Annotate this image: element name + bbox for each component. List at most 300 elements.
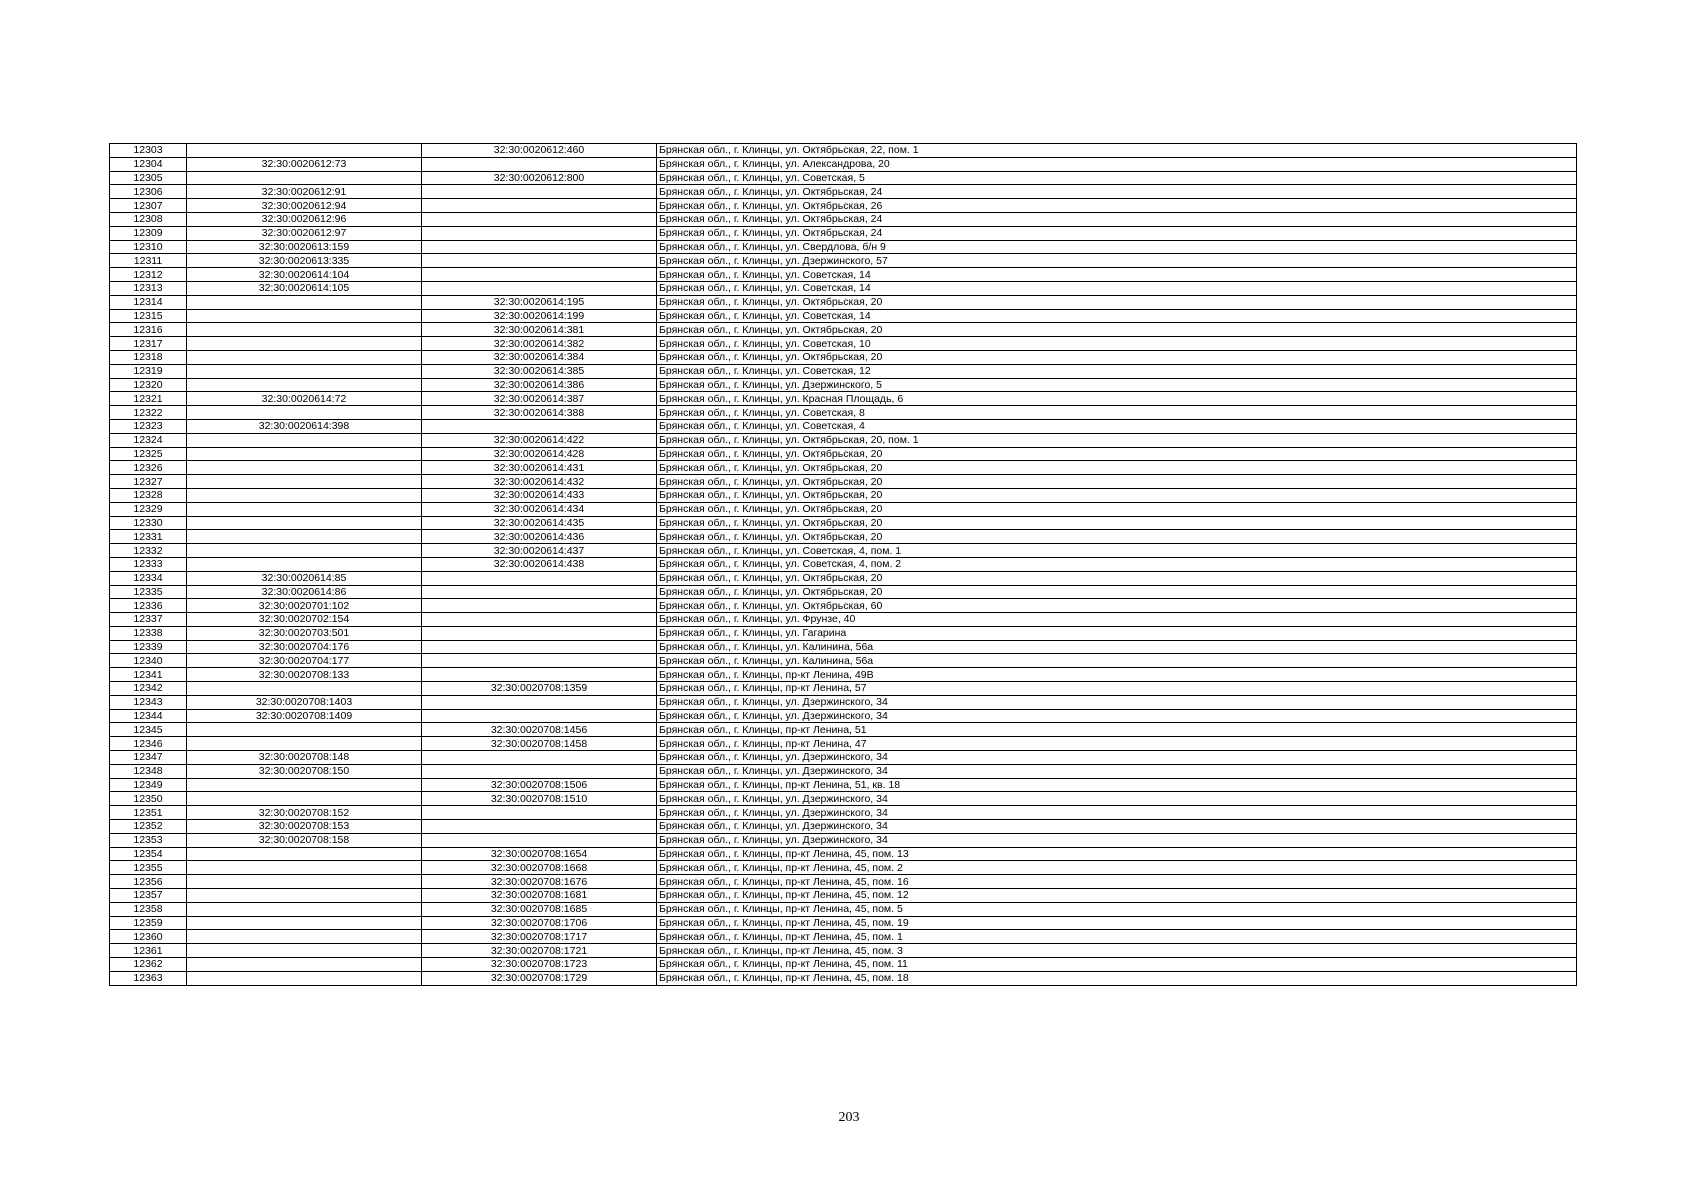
cadastral-number-cell (187, 875, 422, 889)
cadastral-number-cell: 32:30:0020708:148 (187, 751, 422, 765)
cadastral-number-cell (187, 778, 422, 792)
row-number-cell: 12303 (110, 144, 187, 158)
row-number-cell: 12306 (110, 185, 187, 199)
table-row (110, 640, 1577, 654)
premises-cadastral-number-cell (422, 764, 657, 778)
premises-cadastral-number-cell (422, 709, 657, 723)
cadastral-number-cell (187, 447, 422, 461)
address-cell: Брянская обл., г. Клинцы, ул. Дзержинского, 34 (657, 806, 1577, 820)
address-cell: Брянская обл., г. Клинцы, ул. Советская, 10 (657, 337, 1577, 351)
table-row (110, 916, 1577, 930)
address-cell: Брянская обл., г. Клинцы, ул. Октябрьская, 24 (657, 185, 1577, 199)
row-number-cell: 12316 (110, 323, 187, 337)
address-cell: Брянская обл., г. Клинцы, ул. Советская, 14 (657, 268, 1577, 282)
row-number-cell: 12309 (110, 226, 187, 240)
table-row (110, 958, 1577, 972)
table-row (110, 240, 1577, 254)
table-row (110, 516, 1577, 530)
table-row (110, 364, 1577, 378)
premises-cadastral-number-cell: 32:30:0020612:460 (422, 144, 657, 158)
cadastral-number-cell (187, 889, 422, 903)
premises-cadastral-number-cell: 32:30:0020614:437 (422, 544, 657, 558)
premises-cadastral-number-cell (422, 212, 657, 226)
address-cell: Брянская обл., г. Клинцы, ул. Октябрьская, 60 (657, 599, 1577, 613)
address-cell: Брянская обл., г. Клинцы, ул. Октябрьская, 26 (657, 199, 1577, 213)
cadastral-number-cell (187, 792, 422, 806)
cadastral-number-cell (187, 723, 422, 737)
address-cell: Брянская обл., г. Клинцы, ул. Октябрьская, 20 (657, 475, 1577, 489)
row-number-cell: 12353 (110, 833, 187, 847)
table-row (110, 530, 1577, 544)
premises-cadastral-number-cell: 32:30:0020614:433 (422, 488, 657, 502)
address-cell: Брянская обл., г. Клинцы, ул. Дзержинского, 34 (657, 764, 1577, 778)
table-row (110, 419, 1577, 433)
table-row (110, 723, 1577, 737)
premises-cadastral-number-cell (422, 820, 657, 834)
cadastral-number-cell (187, 323, 422, 337)
address-cell: Брянская обл., г. Клинцы, ул. Октябрьская, 20, пом. 1 (657, 433, 1577, 447)
table-row (110, 585, 1577, 599)
cadastral-number-cell (187, 406, 422, 420)
address-cell: Брянская обл., г. Клинцы, пр-кт Ленина, 45, пом. 16 (657, 875, 1577, 889)
premises-cadastral-number-cell: 32:30:0020614:388 (422, 406, 657, 420)
row-number-cell: 12323 (110, 419, 187, 433)
row-number-cell: 12352 (110, 820, 187, 834)
address-cell: Брянская обл., г. Клинцы, ул. Октябрьская, 20 (657, 447, 1577, 461)
cadastral-number-cell: 32:30:0020708:158 (187, 833, 422, 847)
address-cell: Брянская обл., г. Клинцы, пр-кт Ленина, 49В (657, 668, 1577, 682)
row-number-cell: 12336 (110, 599, 187, 613)
table-row (110, 792, 1577, 806)
premises-cadastral-number-cell: 32:30:0020708:1729 (422, 971, 657, 985)
premises-cadastral-number-cell (422, 806, 657, 820)
table-row (110, 944, 1577, 958)
row-number-cell: 12308 (110, 212, 187, 226)
premises-cadastral-number-cell: 32:30:0020614:199 (422, 309, 657, 323)
cadastral-number-cell: 32:30:0020614:398 (187, 419, 422, 433)
page-number: 203 (838, 1110, 860, 1125)
cadastral-number-cell (187, 171, 422, 185)
table-row (110, 295, 1577, 309)
cadastral-number-cell (187, 309, 422, 323)
table-row (110, 433, 1577, 447)
table-row (110, 654, 1577, 668)
cadastral-number-cell: 32:30:0020614:72 (187, 392, 422, 406)
premises-cadastral-number-cell (422, 626, 657, 640)
premises-cadastral-number-cell: 32:30:0020614:431 (422, 461, 657, 475)
table-row (110, 475, 1577, 489)
cadastral-number-cell (187, 902, 422, 916)
row-number-cell: 12304 (110, 157, 187, 171)
address-cell: Брянская обл., г. Клинцы, пр-кт Ленина, 45, пом. 18 (657, 971, 1577, 985)
cadastral-number-cell: 32:30:0020701:102 (187, 599, 422, 613)
address-cell: Брянская обл., г. Клинцы, пр-кт Ленина, 51, кв. 18 (657, 778, 1577, 792)
premises-cadastral-number-cell: 32:30:0020614:435 (422, 516, 657, 530)
table-row (110, 806, 1577, 820)
address-cell: Брянская обл., г. Клинцы, ул. Дзержинского, 34 (657, 751, 1577, 765)
premises-cadastral-number-cell: 32:30:0020614:422 (422, 433, 657, 447)
row-number-cell: 12339 (110, 640, 187, 654)
row-number-cell: 12349 (110, 778, 187, 792)
cadastral-number-cell: 32:30:0020708:1403 (187, 695, 422, 709)
table-row (110, 185, 1577, 199)
address-cell: Брянская обл., г. Клинцы, ул. Октябрьская, 20 (657, 502, 1577, 516)
row-number-cell: 12331 (110, 530, 187, 544)
table-row (110, 199, 1577, 213)
premises-cadastral-number-cell: 32:30:0020708:1458 (422, 737, 657, 751)
address-cell: Брянская обл., г. Клинцы, ул. Дзержинского, 57 (657, 254, 1577, 268)
row-number-cell: 12335 (110, 585, 187, 599)
table-row (110, 557, 1577, 571)
table-row (110, 847, 1577, 861)
cadastral-number-cell: 32:30:0020612:94 (187, 199, 422, 213)
address-cell: Брянская обл., г. Клинцы, ул. Советская, 14 (657, 281, 1577, 295)
address-cell: Брянская обл., г. Клинцы, пр-кт Ленина, 45, пом. 13 (657, 847, 1577, 861)
premises-cadastral-number-cell: 32:30:0020708:1676 (422, 875, 657, 889)
premises-cadastral-number-cell (422, 751, 657, 765)
address-cell: Брянская обл., г. Клинцы, ул. Советская, 8 (657, 406, 1577, 420)
cadastral-number-cell: 32:30:0020708:133 (187, 668, 422, 682)
row-number-cell: 12362 (110, 958, 187, 972)
cadastral-number-cell: 32:30:0020612:96 (187, 212, 422, 226)
row-number-cell: 12343 (110, 695, 187, 709)
cadastral-number-cell (187, 516, 422, 530)
cadastral-number-cell (187, 530, 422, 544)
row-number-cell: 12312 (110, 268, 187, 282)
address-cell: Брянская обл., г. Клинцы, пр-кт Ленина, 45, пом. 19 (657, 916, 1577, 930)
table-row (110, 889, 1577, 903)
cadastral-number-cell: 32:30:0020612:97 (187, 226, 422, 240)
row-number-cell: 12317 (110, 337, 187, 351)
premises-cadastral-number-cell (422, 254, 657, 268)
row-number-cell: 12357 (110, 889, 187, 903)
row-number-cell: 12355 (110, 861, 187, 875)
table-row (110, 751, 1577, 765)
row-number-cell: 12321 (110, 392, 187, 406)
row-number-cell: 12305 (110, 171, 187, 185)
premises-cadastral-number-cell (422, 599, 657, 613)
cadastral-number-cell (187, 144, 422, 158)
cadastral-number-cell: 32:30:0020614:85 (187, 571, 422, 585)
premises-cadastral-number-cell (422, 240, 657, 254)
row-number-cell: 12350 (110, 792, 187, 806)
row-number-cell: 12345 (110, 723, 187, 737)
cadastral-number-cell: 32:30:0020613:159 (187, 240, 422, 254)
table-row (110, 226, 1577, 240)
address-cell: Брянская обл., г. Клинцы, ул. Дзержинского, 5 (657, 378, 1577, 392)
cadastral-number-cell (187, 350, 422, 364)
table-row (110, 544, 1577, 558)
cadastral-number-cell (187, 737, 422, 751)
premises-cadastral-number-cell: 32:30:0020614:434 (422, 502, 657, 516)
row-number-cell: 12314 (110, 295, 187, 309)
premises-cadastral-number-cell: 32:30:0020614:384 (422, 350, 657, 364)
table-row (110, 861, 1577, 875)
premises-cadastral-number-cell: 32:30:0020612:800 (422, 171, 657, 185)
cadastral-number-cell: 32:30:0020702:154 (187, 613, 422, 627)
cadastral-number-cell (187, 682, 422, 696)
row-number-cell: 12358 (110, 902, 187, 916)
premises-cadastral-number-cell: 32:30:0020708:1668 (422, 861, 657, 875)
cadastral-number-cell: 32:30:0020704:177 (187, 654, 422, 668)
table-row (110, 350, 1577, 364)
table-row (110, 668, 1577, 682)
row-number-cell: 12346 (110, 737, 187, 751)
row-number-cell: 12328 (110, 488, 187, 502)
address-cell: Брянская обл., г. Клинцы, ул. Октябрьская, 22, пом. 1 (657, 144, 1577, 158)
row-number-cell: 12307 (110, 199, 187, 213)
table-row (110, 875, 1577, 889)
address-cell: Брянская обл., г. Клинцы, пр-кт Ленина, 47 (657, 737, 1577, 751)
address-cell: Брянская обл., г. Клинцы, ул. Советская, 4, пом. 1 (657, 544, 1577, 558)
premises-cadastral-number-cell: 32:30:0020708:1681 (422, 889, 657, 903)
premises-cadastral-number-cell: 32:30:0020614:438 (422, 557, 657, 571)
table-row (110, 695, 1577, 709)
address-cell: Брянская обл., г. Клинцы, ул. Октябрьская, 20 (657, 585, 1577, 599)
row-number-cell: 12344 (110, 709, 187, 723)
cadastral-number-cell: 32:30:0020708:152 (187, 806, 422, 820)
table-row (110, 682, 1577, 696)
address-cell: Брянская обл., г. Клинцы, ул. Октябрьская, 20 (657, 295, 1577, 309)
cadastral-number-cell (187, 958, 422, 972)
table-row (110, 461, 1577, 475)
table-row (110, 599, 1577, 613)
table-row (110, 571, 1577, 585)
cadastral-number-cell: 32:30:0020708:150 (187, 764, 422, 778)
address-cell: Брянская обл., г. Клинцы, ул. Дзержинского, 34 (657, 792, 1577, 806)
premises-cadastral-number-cell (422, 640, 657, 654)
premises-cadastral-number-cell: 32:30:0020708:1456 (422, 723, 657, 737)
cadastral-number-cell (187, 461, 422, 475)
table-row (110, 378, 1577, 392)
address-cell: Брянская обл., г. Клинцы, ул. Октябрьская, 20 (657, 530, 1577, 544)
premises-cadastral-number-cell (422, 833, 657, 847)
cadastral-number-cell: 32:30:0020612:91 (187, 185, 422, 199)
premises-cadastral-number-cell: 32:30:0020708:1506 (422, 778, 657, 792)
table-row (110, 254, 1577, 268)
table-row (110, 323, 1577, 337)
table-row (110, 144, 1577, 158)
cadastral-number-cell: 32:30:0020614:105 (187, 281, 422, 295)
address-cell: Брянская обл., г. Клинцы, ул. Александрова, 20 (657, 157, 1577, 171)
row-number-cell: 12351 (110, 806, 187, 820)
cadastral-number-cell (187, 502, 422, 516)
cadastral-number-cell: 32:30:0020613:335 (187, 254, 422, 268)
address-cell: Брянская обл., г. Клинцы, ул. Советская, 14 (657, 309, 1577, 323)
premises-cadastral-number-cell (422, 226, 657, 240)
table-row (110, 502, 1577, 516)
premises-cadastral-number-cell: 32:30:0020614:436 (422, 530, 657, 544)
cadastral-number-cell (187, 295, 422, 309)
premises-cadastral-number-cell: 32:30:0020614:432 (422, 475, 657, 489)
address-cell: Брянская обл., г. Клинцы, ул. Фрунзе, 40 (657, 613, 1577, 627)
row-number-cell: 12361 (110, 944, 187, 958)
table-row (110, 406, 1577, 420)
registry-table-body (110, 144, 1577, 986)
table-row (110, 902, 1577, 916)
premises-cadastral-number-cell: 32:30:0020708:1706 (422, 916, 657, 930)
address-cell: Брянская обл., г. Клинцы, ул. Октябрьская, 20 (657, 350, 1577, 364)
row-number-cell: 12326 (110, 461, 187, 475)
premises-cadastral-number-cell: 32:30:0020708:1359 (422, 682, 657, 696)
address-cell: Брянская обл., г. Клинцы, ул. Гагарина (657, 626, 1577, 640)
address-cell: Брянская обл., г. Клинцы, ул. Октябрьская, 20 (657, 461, 1577, 475)
address-cell: Брянская обл., г. Клинцы, ул. Свердлова, б/н 9 (657, 240, 1577, 254)
table-row (110, 488, 1577, 502)
row-number-cell: 12342 (110, 682, 187, 696)
row-number-cell: 12356 (110, 875, 187, 889)
premises-cadastral-number-cell: 32:30:0020708:1723 (422, 958, 657, 972)
cadastral-number-cell: 32:30:0020708:153 (187, 820, 422, 834)
cadastral-number-cell: 32:30:0020614:86 (187, 585, 422, 599)
address-cell: Брянская обл., г. Клинцы, ул. Советская, 12 (657, 364, 1577, 378)
address-cell: Брянская обл., г. Клинцы, пр-кт Ленина, 45, пом. 5 (657, 902, 1577, 916)
table-row (110, 833, 1577, 847)
address-cell: Брянская обл., г. Клинцы, ул. Октябрьская, 20 (657, 323, 1577, 337)
cadastral-number-cell (187, 944, 422, 958)
address-cell: Брянская обл., г. Клинцы, пр-кт Ленина, 45, пом. 12 (657, 889, 1577, 903)
premises-cadastral-number-cell: 32:30:0020708:1685 (422, 902, 657, 916)
address-cell: Брянская обл., г. Клинцы, ул. Красная Площадь, 6 (657, 392, 1577, 406)
premises-cadastral-number-cell (422, 585, 657, 599)
row-number-cell: 12338 (110, 626, 187, 640)
cadastral-number-cell (187, 916, 422, 930)
address-cell: Брянская обл., г. Клинцы, ул. Советская, 4 (657, 419, 1577, 433)
address-cell: Брянская обл., г. Клинцы, ул. Советская, 4, пом. 2 (657, 557, 1577, 571)
premises-cadastral-number-cell: 32:30:0020614:195 (422, 295, 657, 309)
table-row (110, 171, 1577, 185)
cadastral-number-cell (187, 557, 422, 571)
table-row (110, 309, 1577, 323)
cadastral-number-cell: 32:30:0020708:1409 (187, 709, 422, 723)
premises-cadastral-number-cell: 32:30:0020614:381 (422, 323, 657, 337)
table-row (110, 268, 1577, 282)
cadastral-number-cell (187, 433, 422, 447)
row-number-cell: 12324 (110, 433, 187, 447)
premises-cadastral-number-cell: 32:30:0020708:1717 (422, 930, 657, 944)
table-row (110, 212, 1577, 226)
address-cell: Брянская обл., г. Клинцы, ул. Октябрьская, 20 (657, 571, 1577, 585)
premises-cadastral-number-cell (422, 571, 657, 585)
premises-cadastral-number-cell (422, 668, 657, 682)
table-row (110, 157, 1577, 171)
row-number-cell: 12348 (110, 764, 187, 778)
row-number-cell: 12325 (110, 447, 187, 461)
row-number-cell: 12315 (110, 309, 187, 323)
address-cell: Брянская обл., г. Клинцы, ул. Дзержинского, 34 (657, 833, 1577, 847)
premises-cadastral-number-cell (422, 695, 657, 709)
cadastral-number-cell (187, 364, 422, 378)
registry-table (109, 143, 1577, 986)
address-cell: Брянская обл., г. Клинцы, ул. Дзержинского, 34 (657, 695, 1577, 709)
premises-cadastral-number-cell: 32:30:0020614:382 (422, 337, 657, 351)
cadastral-number-cell: 32:30:0020703:501 (187, 626, 422, 640)
premises-cadastral-number-cell (422, 281, 657, 295)
row-number-cell: 12360 (110, 930, 187, 944)
row-number-cell: 12359 (110, 916, 187, 930)
address-cell: Брянская обл., г. Клинцы, ул. Дзержинского, 34 (657, 820, 1577, 834)
premises-cadastral-number-cell: 32:30:0020708:1654 (422, 847, 657, 861)
cadastral-number-cell: 32:30:0020612:73 (187, 157, 422, 171)
row-number-cell: 12313 (110, 281, 187, 295)
row-number-cell: 12332 (110, 544, 187, 558)
cadastral-number-cell (187, 378, 422, 392)
row-number-cell: 12310 (110, 240, 187, 254)
premises-cadastral-number-cell: 32:30:0020614:428 (422, 447, 657, 461)
table-row (110, 281, 1577, 295)
premises-cadastral-number-cell: 32:30:0020708:1721 (422, 944, 657, 958)
address-cell: Брянская обл., г. Клинцы, ул. Октябрьская, 20 (657, 516, 1577, 530)
row-number-cell: 12363 (110, 971, 187, 985)
table-row (110, 709, 1577, 723)
table-row (110, 820, 1577, 834)
row-number-cell: 12319 (110, 364, 187, 378)
row-number-cell: 12341 (110, 668, 187, 682)
address-cell: Брянская обл., г. Клинцы, ул. Октябрьская, 24 (657, 226, 1577, 240)
row-number-cell: 12327 (110, 475, 187, 489)
table-row (110, 337, 1577, 351)
address-cell: Брянская обл., г. Клинцы, пр-кт Ленина, 45, пом. 2 (657, 861, 1577, 875)
address-cell: Брянская обл., г. Клинцы, пр-кт Ленина, 51 (657, 723, 1577, 737)
cadastral-number-cell (187, 861, 422, 875)
premises-cadastral-number-cell: 32:30:0020708:1510 (422, 792, 657, 806)
premises-cadastral-number-cell (422, 268, 657, 282)
row-number-cell: 12333 (110, 557, 187, 571)
row-number-cell: 12347 (110, 751, 187, 765)
cadastral-number-cell (187, 337, 422, 351)
address-cell: Брянская обл., г. Клинцы, пр-кт Ленина, 45, пом. 3 (657, 944, 1577, 958)
premises-cadastral-number-cell (422, 185, 657, 199)
table-row (110, 447, 1577, 461)
cadastral-number-cell (187, 930, 422, 944)
premises-cadastral-number-cell (422, 199, 657, 213)
cadastral-number-cell (187, 847, 422, 861)
address-cell: Брянская обл., г. Клинцы, ул. Дзержинского, 34 (657, 709, 1577, 723)
address-cell: Брянская обл., г. Клинцы, ул. Советская, 5 (657, 171, 1577, 185)
address-cell: Брянская обл., г. Клинцы, ул. Октябрьская, 20 (657, 488, 1577, 502)
cadastral-number-cell (187, 544, 422, 558)
premises-cadastral-number-cell (422, 419, 657, 433)
table-row (110, 764, 1577, 778)
table-row (110, 626, 1577, 640)
row-number-cell: 12330 (110, 516, 187, 530)
address-cell: Брянская обл., г. Клинцы, пр-кт Ленина, 45, пом. 11 (657, 958, 1577, 972)
premises-cadastral-number-cell: 32:30:0020614:387 (422, 392, 657, 406)
cadastral-number-cell (187, 488, 422, 502)
table-row (110, 778, 1577, 792)
address-cell: Брянская обл., г. Клинцы, ул. Октябрьская, 24 (657, 212, 1577, 226)
table-row (110, 392, 1577, 406)
row-number-cell: 12311 (110, 254, 187, 268)
table-row (110, 930, 1577, 944)
premises-cadastral-number-cell: 32:30:0020614:385 (422, 364, 657, 378)
cadastral-number-cell: 32:30:0020704:176 (187, 640, 422, 654)
row-number-cell: 12329 (110, 502, 187, 516)
table-row (110, 737, 1577, 751)
cadastral-number-cell: 32:30:0020614:104 (187, 268, 422, 282)
cadastral-number-cell (187, 971, 422, 985)
address-cell: Брянская обл., г. Клинцы, ул. Калинина, 56а (657, 640, 1577, 654)
premises-cadastral-number-cell (422, 157, 657, 171)
row-number-cell: 12322 (110, 406, 187, 420)
table-row (110, 971, 1577, 985)
row-number-cell: 12337 (110, 613, 187, 627)
premises-cadastral-number-cell (422, 613, 657, 627)
address-cell: Брянская обл., г. Клинцы, ул. Калинина, 56а (657, 654, 1577, 668)
address-cell: Брянская обл., г. Клинцы, пр-кт Ленина, 45, пом. 1 (657, 930, 1577, 944)
cadastral-number-cell (187, 475, 422, 489)
row-number-cell: 12334 (110, 571, 187, 585)
